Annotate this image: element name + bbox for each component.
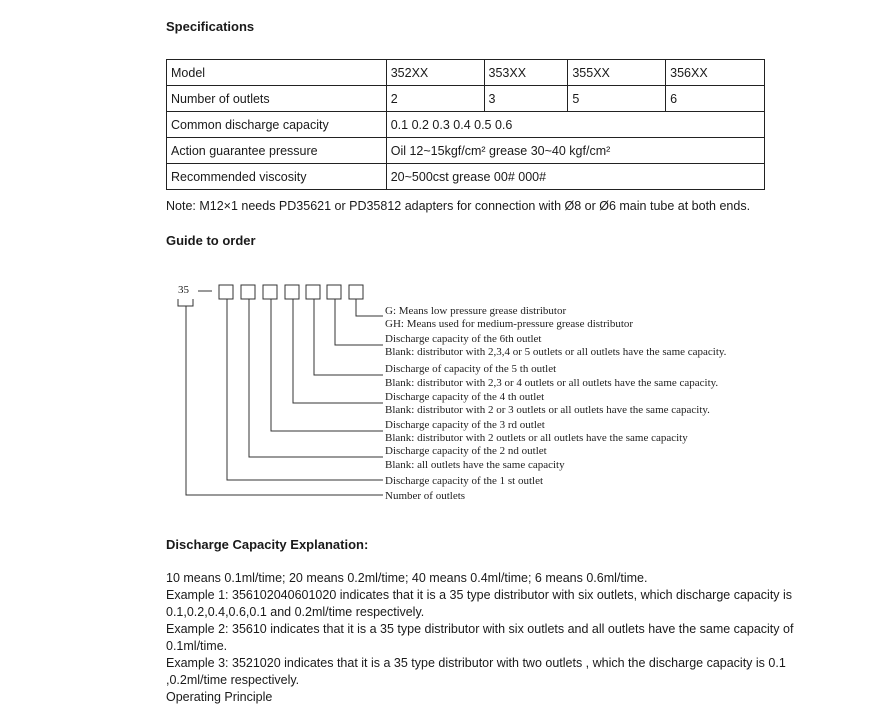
cell-capacity: 0.1 0.2 0.3 0.4 0.5 0.6 (386, 112, 764, 138)
cell-viscosity: 20~500cst grease 00# 000# (386, 164, 764, 190)
example-3: Example 3: 3521020 indicates that it is a 35 type distributor with two outlets , which the discharge capacity is 0.1 ,0.2ml/time respectively. (166, 656, 786, 687)
code-box-2 (241, 285, 255, 299)
label-outlet-4-blank: Blank: distributor with 2 or 3 outlets or all outlets have the same capacity. (385, 404, 710, 416)
row-label-capacity: Common discharge capacity (167, 112, 387, 138)
leader-outlet-1 (227, 299, 383, 480)
cell-model-3: 355XX (568, 60, 666, 86)
row-label-model: Model (167, 60, 387, 86)
code-box-3 (263, 285, 277, 299)
label-g: G: Means low pressure grease distributor (385, 305, 567, 317)
prefix-text: 35 (178, 284, 189, 296)
prefix-bracket (178, 299, 193, 306)
label-outlet-2-blank: Blank: all outlets have the same capacity (385, 459, 565, 471)
label-outlet-1: Discharge capacity of the 1 st outlet (385, 475, 544, 487)
label-gh: GH: Means used for medium-pressure grease distributor (385, 318, 634, 330)
spec-note: Note: M12×1 needs PD35621 or PD35812 adapters for connection with Ø8 or Ø6 main tube at both ends. (166, 199, 751, 213)
discharge-explanation (166, 570, 846, 706)
example-2: Example 2: 35610 indicates that it is a 35 type distributor with six outlets and all outlets have the same capacity of 0.1ml/time. (166, 622, 794, 653)
leader-outlet-5 (314, 299, 383, 375)
label-outlet-2: Discharge capacity of the 2 nd outlet (385, 445, 547, 457)
code-box-5 (306, 285, 320, 299)
label-outlet-6-blank: Blank: distributor with 2,3,4 or 5 outlets or all outlets have the same capacity. (385, 346, 727, 358)
cell-outlets-3: 5 (568, 86, 666, 112)
label-number-of-outlets: Number of outlets (385, 490, 466, 502)
guide-heading: Guide to order (166, 233, 256, 248)
code-box-6 (327, 285, 341, 299)
code-box-7 (349, 285, 363, 299)
leader-outlet-2 (249, 299, 383, 457)
operating-principle: Operating Principle (166, 690, 273, 704)
explanation-line: 10 means 0.1ml/time; 20 means 0.2ml/time; 40 means 0.4ml/time; 6 means 0.6ml/time. (166, 571, 648, 585)
code-box-1 (219, 285, 233, 299)
cell-outlets-4: 6 (666, 86, 765, 112)
cell-outlets-1: 2 (386, 86, 484, 112)
code-box-4 (285, 285, 299, 299)
row-label-viscosity: Recommended viscosity (167, 164, 387, 190)
label-outlet-5: Discharge of capacity of the 5 th outlet (385, 363, 557, 375)
row-label-pressure: Action guarantee pressure (167, 138, 387, 164)
label-outlet-3-blank: Blank: distributor with 2 outlets or all outlets have the same capacity (385, 432, 688, 444)
example-1: Example 1: 356102040601020 indicates that it is a 35 type distributor with six outlets, which discharge capacity is 0.1,0.2,0.4,0.6,0.1 and 0.2ml/time respectively. (166, 588, 793, 619)
leader-outlet-6 (335, 299, 383, 345)
cell-pressure: Oil 12~15kgf/cm² grease 30~40 kgf/cm² (386, 138, 764, 164)
cell-model-2: 353XX (484, 60, 568, 86)
leader-outlets (186, 306, 383, 495)
specifications-heading: Specifications (166, 19, 255, 34)
label-outlet-5-blank: Blank: distributor with 2,3 or 4 outlets or all outlets have the same capacity. (385, 377, 719, 389)
row-label-outlets: Number of outlets (167, 86, 387, 112)
label-outlet-6: Discharge capacity of the 6th outlet (385, 333, 542, 345)
label-outlet-3: Discharge capacity of the 3 rd outlet (385, 419, 545, 431)
leader-outlet-3 (271, 299, 383, 431)
cell-outlets-2: 3 (484, 86, 568, 112)
leader-grease-type (356, 299, 383, 316)
cell-model-1: 352XX (386, 60, 484, 86)
leader-outlet-4 (293, 299, 383, 403)
label-outlet-4: Discharge capacity of the 4 th outlet (385, 391, 545, 403)
discharge-heading: Discharge Capacity Explanation: (166, 537, 369, 552)
cell-model-4: 356XX (666, 60, 765, 86)
